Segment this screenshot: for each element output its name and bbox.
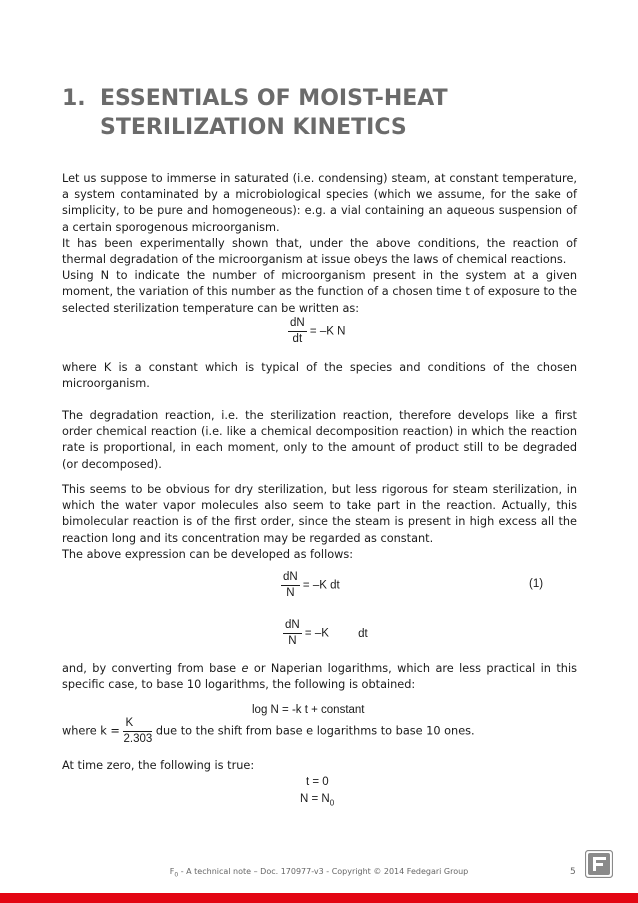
paragraph-dry-vs-steam xyxy=(62,482,577,563)
page-number: 5 xyxy=(570,867,576,877)
equation-n0 xyxy=(300,793,334,807)
footer-text: - A technical note – Doc. 170977-v3 - Copyright © 2014 Fedegari Group xyxy=(178,867,469,876)
n0-base: N = N xyxy=(300,793,330,805)
dry-steam-text: This seems to be obvious for dry sterilization, but less rigorous for steam sterilization, in which the water vapor molecules also seem to take part in the reaction. Actually, this bimolecular reaction is of the first order, since the steam is present in high excess all the reaction long and its concentration may be regarded as constant. xyxy=(62,483,577,545)
fraction-dn-n xyxy=(281,570,300,601)
fraction-dn-n-2 xyxy=(283,618,302,649)
equation-t0: t = 0 xyxy=(306,776,329,788)
where-k-text: where k = xyxy=(62,724,124,738)
eq1-denominator: dt xyxy=(292,333,303,345)
section-heading xyxy=(62,84,448,142)
paragraph-time-zero: At time zero, the following is true: xyxy=(62,759,255,772)
eq1-rhs: = –K N xyxy=(309,325,346,338)
eq2-denominator: N xyxy=(286,587,295,599)
footer-f: F xyxy=(169,867,175,876)
k-denominator: 2.303 xyxy=(123,733,153,745)
eq1-numerator: dN xyxy=(288,316,307,332)
eq2-rhs: = –K dt xyxy=(302,579,340,592)
eq3-tail: dt xyxy=(358,627,368,640)
footer-sub: 0 xyxy=(174,871,179,879)
experiment-text: It has been experimentally shown that, under the above conditions, the reaction of thermal degradation of the microorganism at issue obeys the laws of chemical reactions. xyxy=(62,236,577,267)
variation-text: Using N to indicate the number of microorganism present in the system at a given moment, the variation of this number as the function of a chosen time t of exposure to the selected sterilization temperature can be written as: xyxy=(62,269,577,315)
paragraph-intro xyxy=(62,171,577,317)
fedegari-logo-icon xyxy=(585,850,613,878)
eq3-numerator: dN xyxy=(283,618,302,634)
log-text-end: or Naperian logarithms, which are less practical in this specific case, to base 10 logarithms, the following is obtained: xyxy=(62,662,577,692)
develop-text: The above expression can be developed as follows: xyxy=(62,547,354,561)
equation-3 xyxy=(283,618,368,649)
eq3-denominator: N xyxy=(288,635,297,647)
heading-line-1: ESSENTIALS OF MOIST-HEAT xyxy=(100,86,448,111)
equation-label-1: (1) xyxy=(529,578,544,590)
heading-line-2: STERILIZATION KINETICS xyxy=(100,115,407,140)
k-fraction xyxy=(123,717,153,745)
eq3-rhs: = –K xyxy=(304,627,329,640)
intro-text: Let us suppose to immerse in saturated (i.e. condensing) steam, at constant temperature, a system contaminated by a microbiological species (which we assume, for the sake of simplicity, to be pure and homogeneous): e.g. a vial containing an aqueous suspension of a certain sporogenous microorganism. xyxy=(62,172,577,234)
eq2-numerator: dN xyxy=(281,570,300,586)
equation-4: log N = -k t + constant xyxy=(252,704,365,716)
paragraph-where-k xyxy=(62,716,577,747)
paragraph-first-order: The degradation reaction, i.e. the sterilization reaction, therefore develops like a first order chemical reaction (i.e. like a chemical decomposition reaction) in which the reaction rate is proportional, in each moment, only to the amount of product still to be degraded (or decomposed). xyxy=(62,409,577,471)
shift-text: due to the shift from base e logarithms to base 10 ones. xyxy=(152,724,475,738)
fraction-dn-dt xyxy=(288,316,307,347)
paragraph-log-conversion xyxy=(62,661,577,693)
paragraph-constant: where K is a constant which is typical of the species and conditions of the chosen microorganism. xyxy=(62,361,577,391)
page-footer xyxy=(0,867,638,879)
log-text-start: and, by converting from base xyxy=(62,662,242,675)
k-numerator: K xyxy=(123,716,152,732)
equation-2 xyxy=(281,570,340,601)
n0-subscript: 0 xyxy=(329,798,335,808)
equation-1 xyxy=(288,316,345,347)
base-e: e xyxy=(241,662,249,675)
section-number: 1. xyxy=(62,86,86,111)
footer-accent-bar xyxy=(0,893,638,903)
